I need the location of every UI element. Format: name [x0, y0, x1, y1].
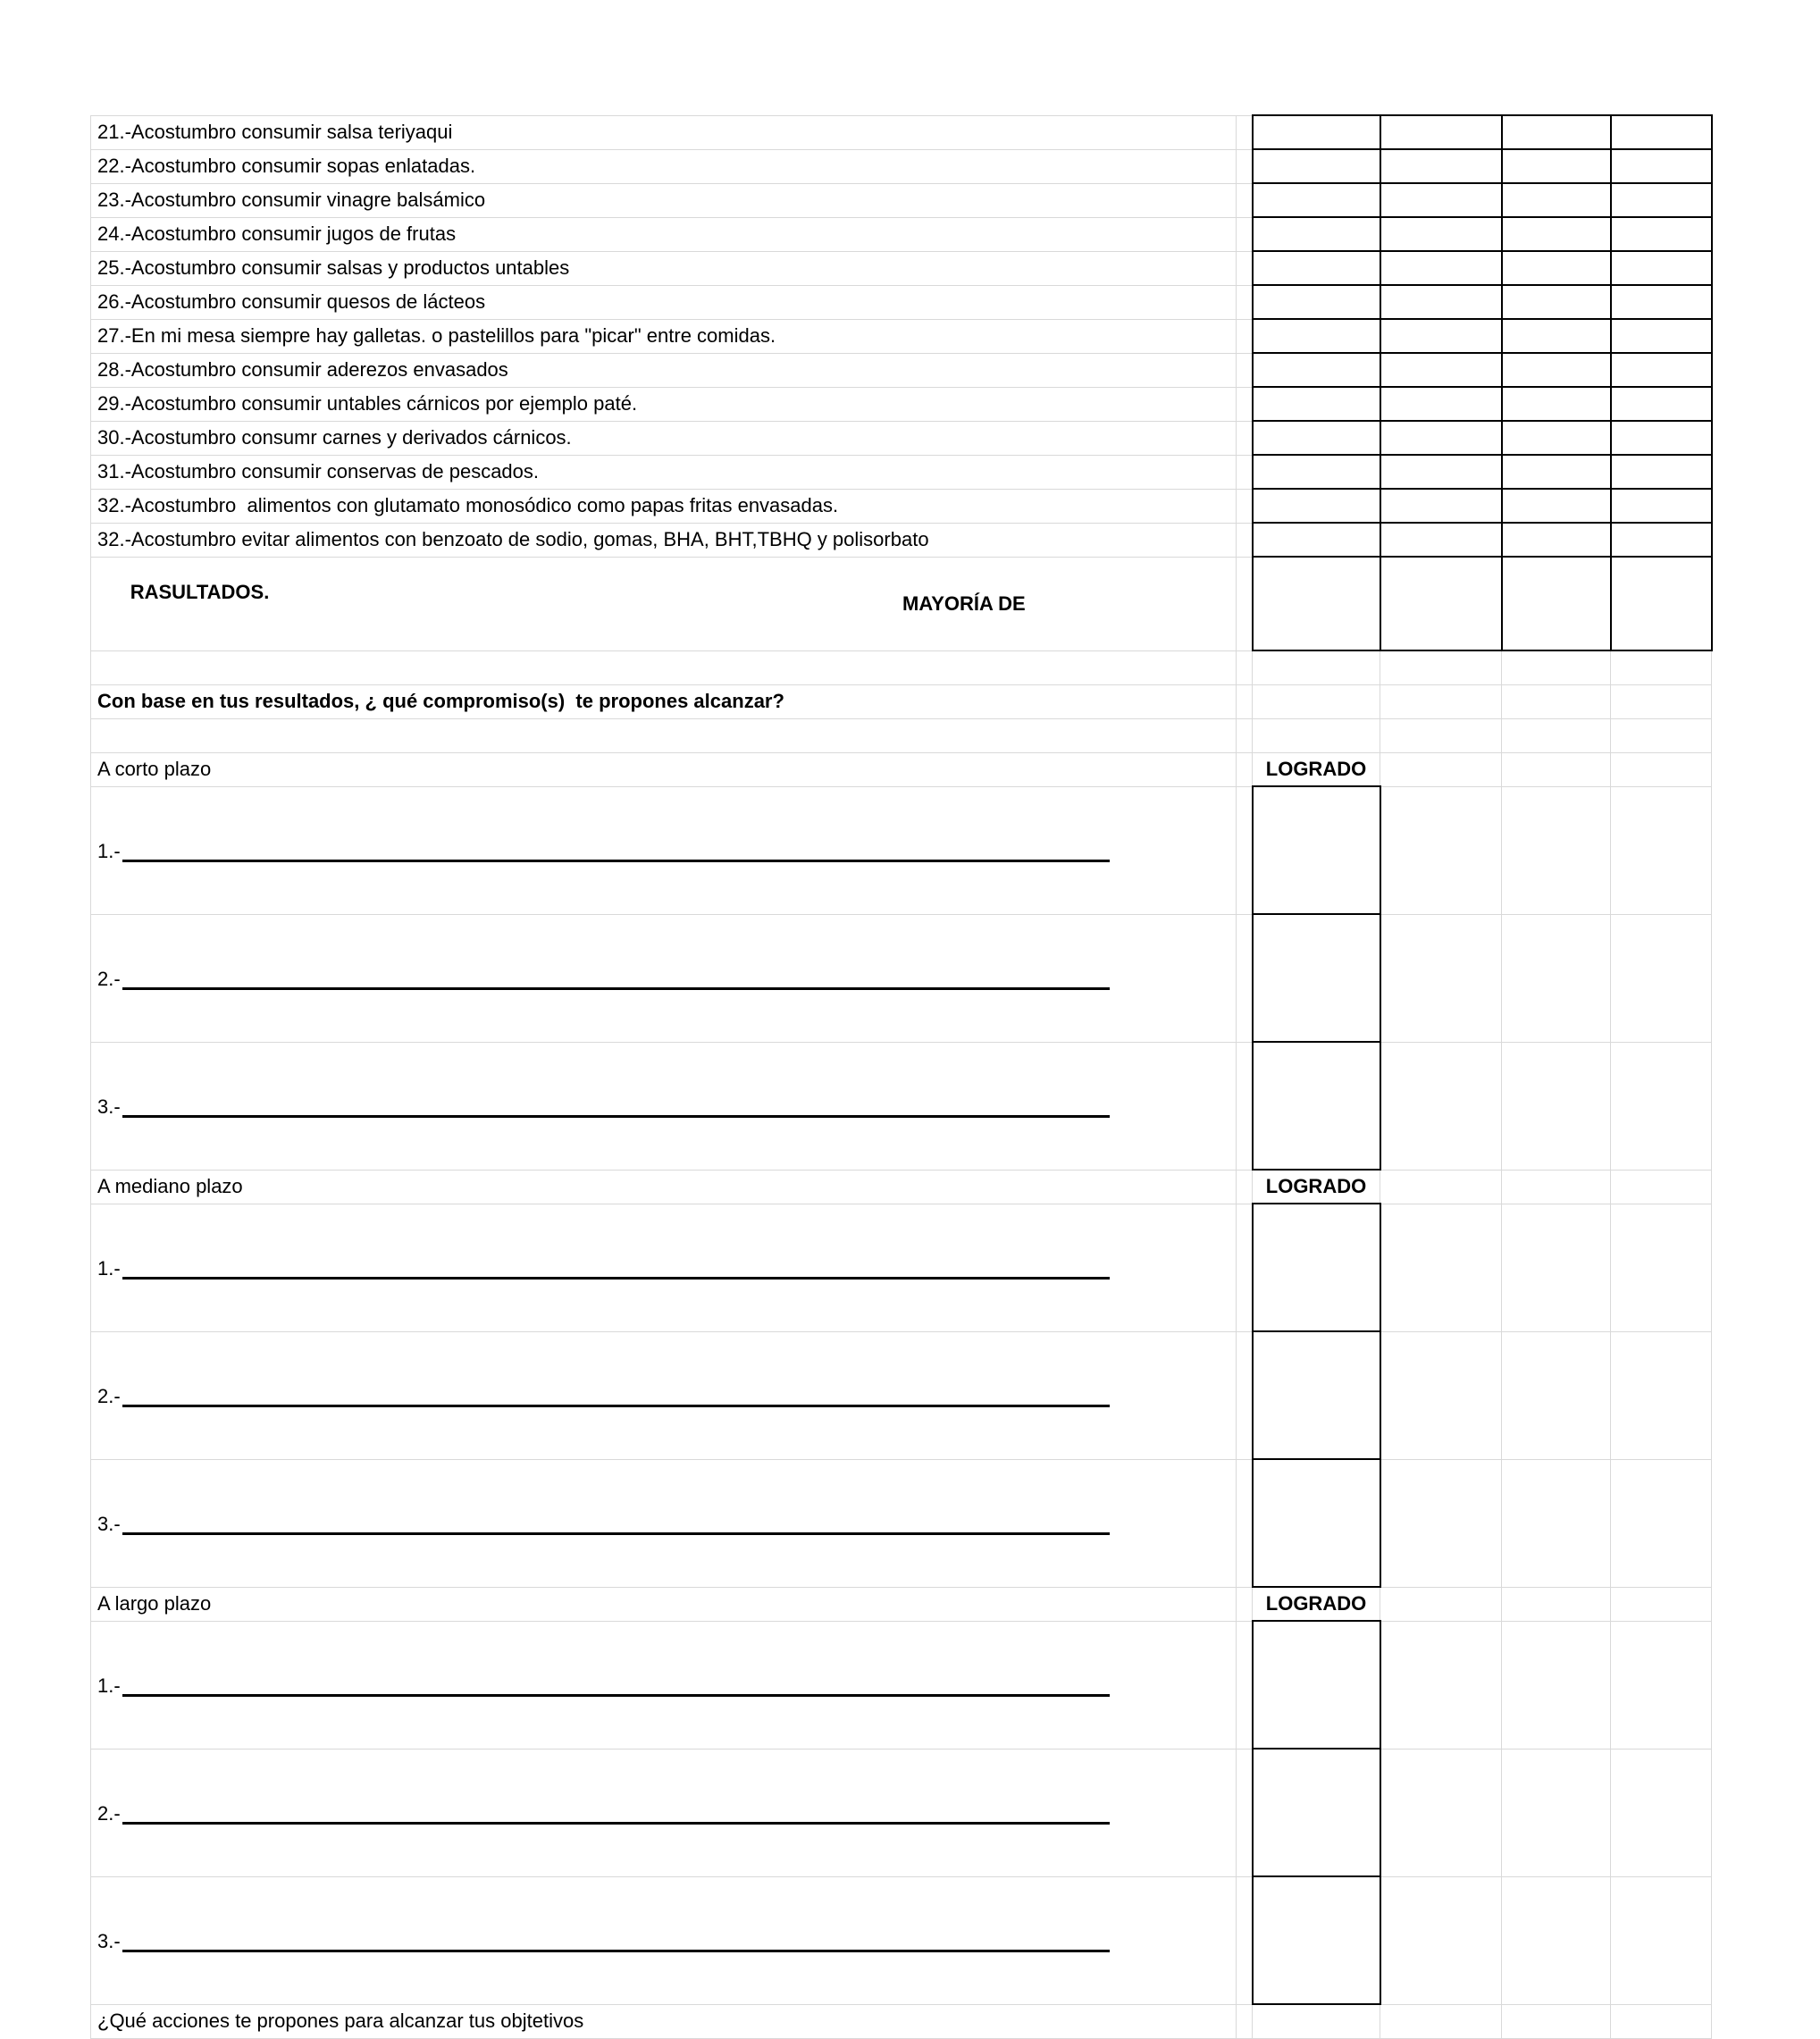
answer-cell[interactable] [1502, 149, 1611, 183]
answer-cell[interactable] [1380, 251, 1502, 285]
spacer-cell [1237, 2004, 1253, 2038]
answer-cell[interactable] [1502, 251, 1611, 285]
answer-blank-line[interactable] [122, 1277, 1110, 1280]
answer-cell[interactable] [1380, 489, 1502, 523]
answer-blank-line[interactable] [122, 1115, 1110, 1118]
blank-line-row [91, 1621, 1712, 1749]
question-row [91, 353, 1712, 387]
spacer-cell [1237, 1042, 1253, 1170]
answer-cell[interactable] [1611, 149, 1712, 183]
section-label: A mediano plazo [91, 1170, 1237, 1204]
answer-blank-line[interactable] [122, 860, 1110, 862]
blank-line-row [91, 1204, 1712, 1331]
question-row [91, 523, 1712, 557]
answer-cell[interactable] [1380, 557, 1502, 650]
blank-line-row [91, 1749, 1712, 1876]
spacer-cell [1237, 1876, 1253, 2004]
blank-line-row [91, 914, 1712, 1042]
question-text: 22.-Acostumbro consumir sopas enlatadas. [91, 149, 1237, 183]
question-row [91, 285, 1712, 319]
answer-cell[interactable] [1253, 387, 1380, 421]
grid-cell [1611, 1331, 1712, 1459]
question-row [91, 455, 1712, 489]
spacer-cell [1237, 115, 1253, 149]
grid-cell [1611, 1204, 1712, 1331]
spacer-cell [1237, 455, 1253, 489]
spacer-cell [1237, 1621, 1253, 1749]
answer-cell[interactable] [1502, 489, 1611, 523]
answer-cell[interactable] [1253, 183, 1380, 217]
grid-cell [1502, 650, 1611, 684]
grid-cell [1380, 650, 1502, 684]
question-row [91, 217, 1712, 251]
answer-cell[interactable] [1253, 421, 1380, 455]
logrado-checkbox[interactable] [1253, 1204, 1380, 1331]
answer-cell[interactable] [1380, 149, 1502, 183]
answer-cell[interactable] [1253, 115, 1380, 149]
question-text: 21.-Acostumbro consumir salsa teriyaqui [91, 115, 1237, 149]
answer-cell[interactable] [1611, 319, 1712, 353]
question-text: 24.-Acostumbro consumir jugos de frutas [91, 217, 1237, 251]
blank-line-row [91, 1876, 1712, 2004]
answer-cell[interactable] [1611, 115, 1712, 149]
line-label: 2.- [97, 1801, 121, 1825]
answer-cell[interactable] [1253, 149, 1380, 183]
grid-cell [1611, 1587, 1712, 1621]
logrado-checkbox[interactable] [1253, 1042, 1380, 1170]
blank-line-row [91, 786, 1712, 914]
questionnaire-sheet [90, 114, 1713, 2039]
answer-cell[interactable] [1611, 489, 1712, 523]
spacer-cell [1237, 251, 1253, 285]
grid-cell [1253, 2004, 1380, 2038]
line-label: 2.- [97, 967, 121, 990]
spacer-cell [1237, 752, 1253, 786]
logrado-checkbox[interactable] [1253, 786, 1380, 914]
spacer-cell [1237, 421, 1253, 455]
grid-cell [1380, 786, 1502, 914]
spacer-cell [1237, 557, 1253, 650]
logrado-checkbox[interactable] [1253, 1749, 1380, 1876]
question-text: 23.-Acostumbro consumir vinagre balsámico [91, 183, 1237, 217]
grid-cell [1502, 1749, 1611, 1876]
answer-cell[interactable] [1253, 285, 1380, 319]
line-label: 2.- [97, 1384, 121, 1407]
logrado-header: LOGRADO [1253, 752, 1380, 786]
answer-cell[interactable] [1380, 387, 1502, 421]
spacer-cell [1237, 285, 1253, 319]
question-text: 32.-Acostumbro alimentos con glutamato monosódico como papas fritas envasadas. [91, 489, 1237, 523]
grid-cell [1253, 650, 1380, 684]
logrado-checkbox[interactable] [1253, 1331, 1380, 1459]
grid-cell [1502, 684, 1611, 718]
answer-cell[interactable] [1253, 319, 1380, 353]
grid-cell [1502, 2004, 1611, 2038]
question-row [91, 489, 1712, 523]
answer-cell[interactable] [1380, 421, 1502, 455]
line-label: 1.- [97, 1674, 121, 1697]
grid-cell [1380, 1621, 1502, 1749]
spacer-cell [1237, 1459, 1253, 1587]
question-row [91, 319, 1712, 353]
grid-cell [1502, 1621, 1611, 1749]
section-header-row [91, 1170, 1712, 1204]
spacer-cell [1237, 684, 1253, 718]
answer-cell[interactable] [1253, 455, 1380, 489]
spacer-cell [1237, 1170, 1253, 1204]
majority-label: MAYORÍA DE [902, 592, 1026, 615]
section-label: A corto plazo [91, 752, 1237, 786]
answer-blank-line[interactable] [122, 1950, 1110, 1952]
question-text: 28.-Acostumbro consumir aderezos envasados [91, 353, 1237, 387]
commitment-row [91, 684, 1712, 718]
line-label: 1.- [97, 1256, 121, 1280]
spacer-cell [1237, 1749, 1253, 1876]
empty-row [91, 718, 1712, 752]
grid-cell [1380, 752, 1502, 786]
spacer-cell [1237, 1587, 1253, 1621]
grid-cell [1253, 684, 1380, 718]
grid-cell [1502, 1170, 1611, 1204]
logrado-checkbox[interactable] [1253, 1876, 1380, 2004]
answer-cell[interactable] [1380, 353, 1502, 387]
grid-cell [1502, 786, 1611, 914]
answer-cell[interactable] [1502, 285, 1611, 319]
grid-cell [1380, 684, 1502, 718]
question-text: 29.-Acostumbro consumir untables cárnicos por ejemplo paté. [91, 387, 1237, 421]
grid-cell [1380, 1204, 1502, 1331]
answer-cell[interactable] [1253, 217, 1380, 251]
grid-cell [1380, 914, 1502, 1042]
answer-cell[interactable] [1253, 557, 1380, 650]
grid-cell [1611, 1749, 1712, 1876]
spacer-cell [1237, 1204, 1253, 1331]
answer-cell[interactable] [1502, 183, 1611, 217]
line-label: 3.- [97, 1095, 121, 1118]
grid-cell [1611, 718, 1712, 752]
answer-cell[interactable] [1380, 455, 1502, 489]
answer-cell[interactable] [1502, 115, 1611, 149]
answer-blank-line[interactable] [122, 1405, 1110, 1407]
answer-cell[interactable] [1380, 523, 1502, 557]
answer-cell[interactable] [1380, 115, 1502, 149]
logrado-header: LOGRADO [1253, 1170, 1380, 1204]
answer-cell[interactable] [1253, 523, 1380, 557]
answer-cell[interactable] [1253, 251, 1380, 285]
grid-cell [1502, 1876, 1611, 2004]
spacer-cell [1237, 319, 1253, 353]
question-row [91, 387, 1712, 421]
answer-cell[interactable] [1611, 557, 1712, 650]
question-row [91, 149, 1712, 183]
answer-cell[interactable] [1611, 523, 1712, 557]
answer-cell[interactable] [1502, 353, 1611, 387]
grid-cell [1611, 752, 1712, 786]
grid-cell [1611, 1621, 1712, 1749]
answer-cell[interactable] [1502, 421, 1611, 455]
grid-cell [1502, 914, 1611, 1042]
grid-cell [1380, 1042, 1502, 1170]
answer-cell[interactable] [1502, 523, 1611, 557]
answer-cell[interactable] [1611, 217, 1712, 251]
answer-blank-line[interactable] [122, 1532, 1110, 1535]
blank-line-row [91, 1042, 1712, 1170]
spacer-cell [1237, 353, 1253, 387]
grid-cell [1611, 1876, 1712, 2004]
questionnaire-table [90, 114, 1713, 2039]
commitment-question: Con base en tus resultados, ¿ qué compromiso(s) te propones alcanzar? [91, 684, 1237, 718]
actions-row [91, 2004, 1712, 2038]
actions-question: ¿Qué acciones te propones para alcanzar tus objtetivos [91, 2004, 1237, 2038]
answer-cell[interactable] [1502, 455, 1611, 489]
grid-cell [1502, 752, 1611, 786]
answer-cell[interactable] [1611, 251, 1712, 285]
answer-cell[interactable] [1611, 353, 1712, 387]
grid-cell [1611, 650, 1712, 684]
question-text: 27.-En mi mesa siempre hay galletas. o pastelillos para "picar" entre comidas. [91, 319, 1237, 353]
line-label: 3.- [97, 1512, 121, 1535]
spacer-cell [1237, 183, 1253, 217]
empty-row [91, 650, 1712, 684]
section-label: A largo plazo [91, 1587, 1237, 1621]
answer-cell[interactable] [1611, 455, 1712, 489]
blank-line-row [91, 1331, 1712, 1459]
spacer-cell [1237, 650, 1253, 684]
spacer-cell [1237, 387, 1253, 421]
line-label: 1.- [97, 839, 121, 862]
grid-cell [1611, 684, 1712, 718]
answer-blank-line[interactable] [122, 1822, 1110, 1825]
grid-cell [1611, 914, 1712, 1042]
spacer-cell [1237, 1331, 1253, 1459]
spacer-cell [1237, 718, 1253, 752]
answer-cell[interactable] [1502, 217, 1611, 251]
question-row [91, 421, 1712, 455]
question-row [91, 251, 1712, 285]
spacer-cell [1237, 914, 1253, 1042]
results-label: RASULTADOS. [130, 580, 270, 603]
question-text: 32.-Acostumbro evitar alimentos con benzoato de sodio, gomas, BHA, BHT,TBHQ y polisorbato [91, 523, 1237, 557]
answer-cell[interactable] [1502, 557, 1611, 650]
grid-cell [1502, 1331, 1611, 1459]
logrado-checkbox[interactable] [1253, 1621, 1380, 1749]
spacer-cell [1237, 523, 1253, 557]
grid-cell [1380, 1587, 1502, 1621]
spacer-cell [1237, 786, 1253, 914]
logrado-header: LOGRADO [1253, 1587, 1380, 1621]
answer-blank-line[interactable] [122, 987, 1110, 990]
grid-cell [1502, 1204, 1611, 1331]
spacer-cell [1237, 217, 1253, 251]
grid-cell [1611, 786, 1712, 914]
section-header-row [91, 752, 1712, 786]
answer-cell[interactable] [1611, 183, 1712, 217]
answer-cell[interactable] [1380, 217, 1502, 251]
logrado-checkbox[interactable] [1253, 1459, 1380, 1587]
answer-cell[interactable] [1380, 285, 1502, 319]
grid-cell [1611, 1170, 1712, 1204]
answer-cell[interactable] [1380, 319, 1502, 353]
answer-cell[interactable] [1611, 421, 1712, 455]
question-row [91, 115, 1712, 149]
answer-cell[interactable] [1253, 489, 1380, 523]
logrado-checkbox[interactable] [1253, 914, 1380, 1042]
grid-cell [1502, 1042, 1611, 1170]
results-row [91, 557, 1712, 650]
grid-cell [1380, 718, 1502, 752]
question-row [91, 183, 1712, 217]
answer-cell[interactable] [1611, 285, 1712, 319]
grid-cell [1253, 718, 1380, 752]
spacer-cell [1237, 149, 1253, 183]
answer-blank-line[interactable] [122, 1694, 1110, 1697]
answer-cell[interactable] [1253, 353, 1380, 387]
grid-cell [1502, 1587, 1611, 1621]
grid-cell [1502, 718, 1611, 752]
question-text: 30.-Acostumbro consumr carnes y derivados cárnicos. [91, 421, 1237, 455]
grid-cell [1380, 1876, 1502, 2004]
question-text: 26.-Acostumbro consumir quesos de lácteos [91, 285, 1237, 319]
grid-cell [1380, 1459, 1502, 1587]
grid-cell [1611, 1459, 1712, 1587]
answer-cell[interactable] [1502, 319, 1611, 353]
grid-cell [1502, 1459, 1611, 1587]
answer-cell[interactable] [1611, 387, 1712, 421]
answer-cell[interactable] [1502, 387, 1611, 421]
section-header-row [91, 1587, 1712, 1621]
spacer-cell [1237, 489, 1253, 523]
line-label: 3.- [97, 1929, 121, 1952]
blank-line-row [91, 1459, 1712, 1587]
question-text: 25.-Acostumbro consumir salsas y productos untables [91, 251, 1237, 285]
answer-cell[interactable] [1380, 183, 1502, 217]
grid-cell [1611, 1042, 1712, 1170]
grid-cell [1380, 1749, 1502, 1876]
grid-cell [1380, 2004, 1502, 2038]
grid-cell [1380, 1170, 1502, 1204]
grid-cell [1611, 2004, 1712, 2038]
question-text: 31.-Acostumbro consumir conservas de pescados. [91, 455, 1237, 489]
grid-cell [1380, 1331, 1502, 1459]
